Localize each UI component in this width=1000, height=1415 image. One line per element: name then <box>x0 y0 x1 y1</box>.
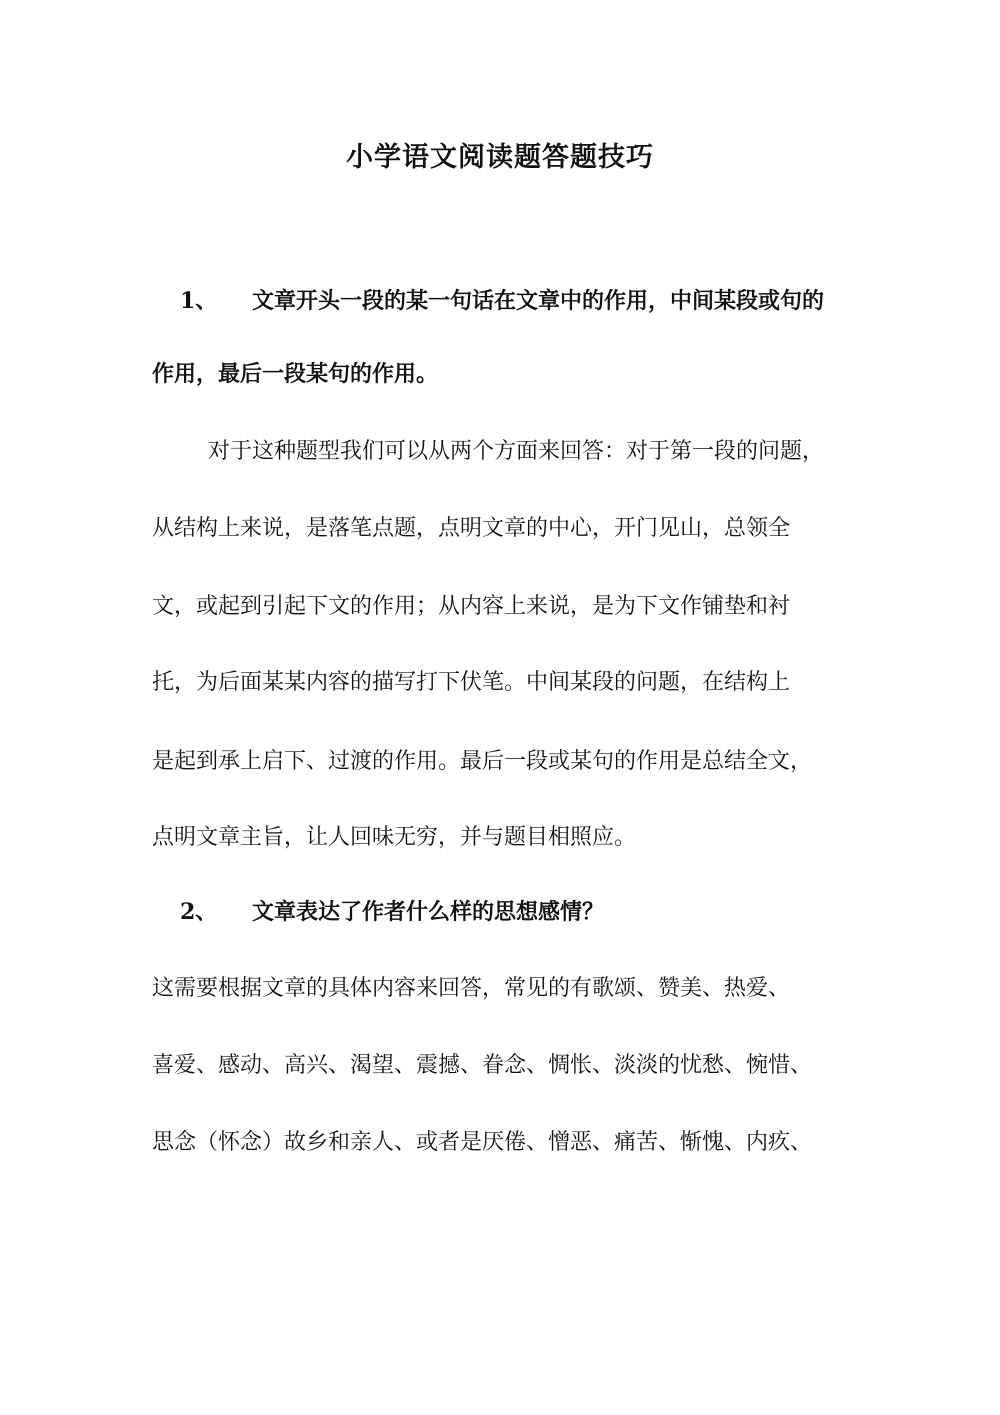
section-1-number: 1、 <box>180 288 218 314</box>
section-2-heading-text: 文章表达了作者什么样的思想感情？ <box>252 899 605 925</box>
section-2-heading <box>180 894 900 930</box>
section-1-body-line: 对于这种题型我们可以从两个方面来回答：对于第一段的问题， <box>208 439 825 464</box>
section-1-body-line: 点明文章主旨，让人回味无穷，并与题目相照应。 <box>152 825 637 850</box>
section-1-body-line: 是起到承上启下、过渡的作用。最后一段或某句的作用是总结全文， <box>152 749 813 774</box>
section-1-body-line: 托，为后面某某内容的描写打下伏笔。中间某段的问题，在结构上 <box>152 670 791 695</box>
section-2-body-line: 这需要根据文章的具体内容来回答，常见的有歌颂、赞美、热爱、 <box>152 976 791 1001</box>
section-2-body-line: 思念（怀念）故乡和亲人、或者是厌倦、憎恶、痛苦、惭愧、内疚、 <box>152 1130 813 1155</box>
section-1-heading-text: 文章开头一段的某一句话在文章中的作用，中间某段或句的 <box>252 288 825 314</box>
section-2-number: 2、 <box>180 899 218 925</box>
document-title: 小学语文阅读题答题技巧 <box>346 142 654 173</box>
section-1-body-line: 从结构上来说，是落笔点题，点明文章的中心，开门见山，总领全 <box>152 516 791 541</box>
section-1-heading-line-2: 作用，最后一段某句的作用。 <box>152 361 439 387</box>
section-1-body-line: 文，或起到引起下文的作用；从内容上来说，是为下文作铺垫和衬 <box>152 594 791 619</box>
section-2-body-line: 喜爱、感动、高兴、渴望、震撼、眷念、惆怅、淡淡的忧愁、惋惜、 <box>152 1053 813 1078</box>
section-1-heading-line-1 <box>180 283 900 319</box>
